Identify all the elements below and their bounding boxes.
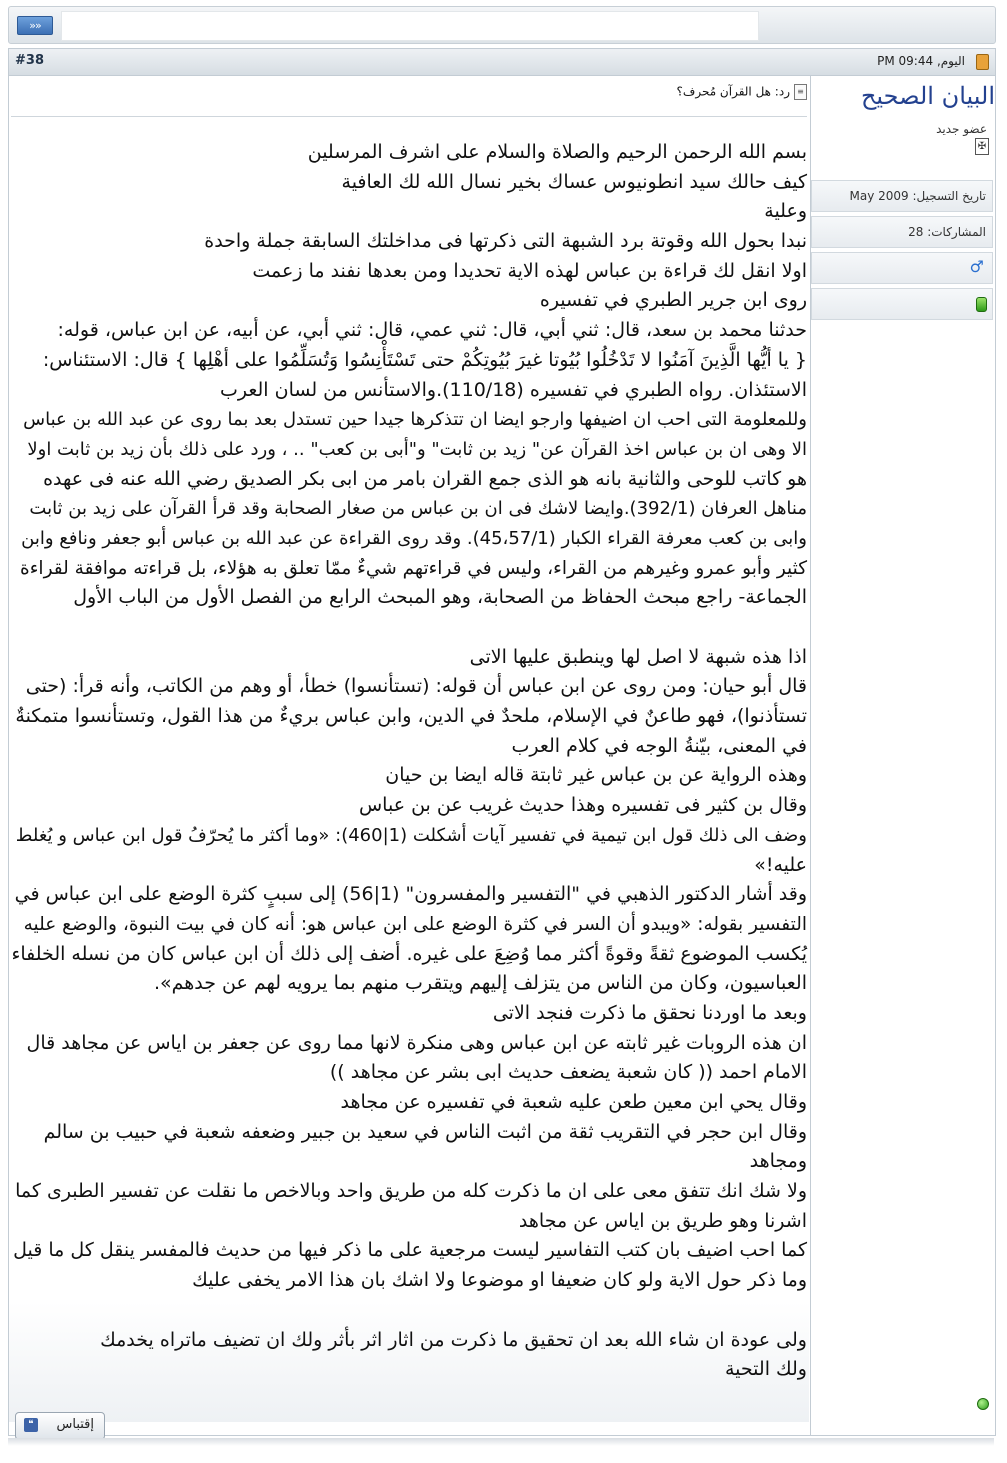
post-message — [11, 138, 807, 1385]
message-line: بسم الله الرحمن الرحيم والصلاة والسلام على اشرف المرسلين — [307, 141, 807, 163]
rank-icon: ✠ — [975, 138, 989, 155]
message-line: وقال بن كثير فى تفسيره وهذا حديث غريب عن بن عباس — [358, 794, 807, 817]
message-line: ولى عودة ان شاء الله بعد ان تحقيق ما ذكرت من اثار اثر بأثر ولك ان تضيف ماتراه يخدمك — [100, 1328, 807, 1351]
message-line: روى ابن جرير الطبري في تفسيره — [539, 289, 807, 312]
user-title: عضو جديد — [936, 122, 987, 136]
post-count: المشاركات: 28 — [908, 225, 986, 239]
post-title — [677, 84, 807, 100]
message-line: وقال ابن حجر في التقريب ثقة من اثبت الناس في سعيد بن جبير وضعفه شعبة في حبيب بن سالم — [43, 1120, 807, 1143]
nav-title-field — [61, 11, 759, 41]
message-line: وبعد ما اوردنا نحقق ما ذكرت فنجد الاتى — [492, 1001, 807, 1024]
message-line: في المعنى، بيّنةُ الوجه في كلام العرب — [511, 734, 807, 757]
message-line: وقال يحي ابن معين طعن عليه شعبة في تفسيره عن مجاهد — [340, 1091, 807, 1113]
message-line: الامام احمد (( كان شعبة يضعف حديث ابى بشر عن مجاهد )) — [329, 1061, 807, 1084]
user-info-panel — [810, 76, 995, 1435]
message-line: تستأذنوا)، فهو طاعنٌ في الإسلام، ملحدٌ في الدين، وابن عباس بريءٌ من هذا القول، وتستأنسوا متمكنةٌ — [15, 705, 807, 728]
collapse-arrow-icon[interactable]: »» — [17, 16, 53, 35]
message-line: عليه!» — [754, 853, 807, 876]
message-line: وهذه الرواية عن بن عباس غير ثابتة قاله ايضا بن حيان — [385, 764, 807, 787]
message-line: ولك التحية — [724, 1358, 807, 1381]
post-content — [9, 76, 809, 1435]
message-line: وابى بن كعب معرفة القراء الكبار (45،57/1). وقد روى القراءة عن عبد الله بن عباس أبو جعفر ونافع وابن — [21, 527, 807, 549]
post-title-text: رد: هل القرآن مُحرف؟ — [676, 84, 790, 99]
quote-icon: ❝ — [24, 1418, 38, 1432]
thread-nav-bar — [8, 6, 996, 44]
message-line: وللمعلومة التى احب ان اضيفها وارجو ايضا ان تتذكرها جيدا حين تستدل بعد بما روى عن عبد الله بن عباس — [23, 409, 807, 431]
message-line: كما احب اضيف بان كتب التفاسير ليست مرجعية على ما ذكر فيها من حديث فالمفسر ينقل كل ما قيل — [13, 1239, 807, 1262]
join-date: تاريخ التسجيل: May 2009 — [849, 189, 986, 203]
online-status-icon — [976, 297, 987, 312]
gender-box — [811, 252, 993, 284]
message-line: التفسير بقوله: «ويبدو أن السر في كثرة الوضع على ابن عباس هو: أنه كان في بيت النبوة، والوضع عليه — [23, 913, 807, 935]
message-line: اذا هذه شبهة لا اصل لها وينطبق عليها الاتى — [469, 645, 807, 668]
message-line: نبدا بحول الله وقوتة برد الشبهة التى ذكرتها فى مداخلتك السابقة جملة واحدة — [204, 230, 807, 253]
message-line: { يا أيُّها الَّذِينَ آمَنُوا لا تَدْخُلُوا بُيُوتا غيرَ بُيُوتِكُمْ حتى تَسْتَأْنِسُوا وَتُسَلِّمُوا على أهْلِها } قال: الاستئناس: — [42, 348, 807, 371]
message-line — [11, 1296, 807, 1326]
forum-post — [8, 48, 996, 1436]
post-permalink[interactable]: #38 — [15, 53, 44, 68]
message-line: وما ذكر حول الاية ولو كان ضعيفا او موضوعا ولا اشك بان هذا الامر يخفى عليك — [192, 1269, 807, 1292]
message-line: وعلية — [764, 200, 807, 223]
message-line: ولا شك انك تتفق معى على ان ما ذكرت كله من طريق واحد وبالاخص ما نقلت عن تفسير الطبرى كما — [15, 1180, 807, 1203]
quote-button[interactable] — [15, 1412, 105, 1440]
message-line: اشرنا وهو طريق بن اياس عن مجاهد — [518, 1209, 807, 1232]
post-status-icon — [976, 54, 989, 70]
join-date-box — [811, 180, 993, 212]
male-gender-icon: ♂ — [969, 257, 984, 276]
message-line: قال أبو حيان: ومن روى عن ابن عباس أن قوله: (تستأنسوا) خطأ، أو وهم من الكاتب، وأنه قرأ: (حتى — [25, 675, 807, 698]
post-date: اليوم, 09:44 PM — [877, 54, 965, 68]
message-line: ومجاهد — [749, 1150, 807, 1173]
message-line: مناهل العرفان (392/1).وايضا لاشك فى ان بن عباس من صغار الصحابة وقد قرأ القرآن على زيد بن ثابت — [29, 498, 807, 520]
message-line: العباسيون، وكان من الناس من يتزلف إليهم ويتقرب منهم بما يرويه لهم عن جدهم». — [153, 972, 807, 995]
bottom-shadow — [8, 1438, 994, 1446]
message-line: الاستئذان. رواه الطبري في تفسيره (110/18).والاستأنس من لسان العرب — [219, 378, 807, 401]
online-dot-icon — [977, 1398, 989, 1410]
quote-label: إقتباس — [56, 1417, 94, 1432]
online-status-box — [811, 288, 993, 320]
message-line: اولا انقل لك قراءة بن عباس لهذه الاية تحديدا ومن بعدها نفند ما زعمت — [252, 259, 807, 282]
post-title-icon: ≡ — [794, 84, 807, 100]
message-line: هو كاتب للوحى والثانية بانه هو الذى جمع القران بامر من ابى بكر الصديق رضي الله عنه فى عهده — [43, 467, 807, 490]
message-line: ان هذه الروبات غير ثابته عن ابن عباس وهى منكرة لانها مما روى عن جعفر بن اياس عن مجاهد قال — [26, 1031, 807, 1054]
title-divider — [11, 116, 807, 117]
message-line: كثير وأبو عمرو وغيرهم من القراء، وليس في قراءتهم شيءٌ ممّا تعلق به هؤلاء، بل قراءته موافقة لقراءة — [20, 557, 807, 579]
message-line: الا وهى ان بن عباس اخذ القرآن عن" زيد بن ثابت" و"أبى بن كعب" .. ، ورد على ذلك بأن زيد بن ثابت اولا — [27, 438, 807, 460]
post-count-box — [811, 216, 993, 248]
message-line: وقد أشار الدكتور الذهبي في "التفسير والمفسرون" (1|56) إلى سببٍ كثرة الوضع على ابن عباس في — [14, 883, 807, 906]
message-line: كيف حالك سيد انطونيوس عساك بخير نسال الله لك العافية — [341, 170, 807, 193]
message-line: وضف الى ذلك قول ابن تيمية في تفسير آيات أشكلت (1|460): «وما أكثر ما يُحرّفُ قول ابن عباس و يُغلط — [15, 824, 807, 846]
message-line: حدثنا محمد بن سعد، قال: ثني أبي، قال: ثني عمي، قال: ثني أبي، عن أبيه، عن ابن عباس، قوله: — [57, 319, 807, 342]
message-line: يُكسب الموضوع ثقةً وقوةً أكثر مما وُضِعَ على غيره. أضف إلى ذلك أن ابن عباس كان من نسله الخلفاء — [11, 942, 807, 965]
username-link[interactable]: البيان الصحيح — [860, 82, 995, 110]
post-header — [9, 49, 995, 76]
message-line: الجماعة- راجع مبحث الحفاظ من الصحابة، وهو المبحث الرابع من الفصل الأول من الباب الأول — [73, 586, 807, 609]
message-line — [11, 613, 807, 643]
